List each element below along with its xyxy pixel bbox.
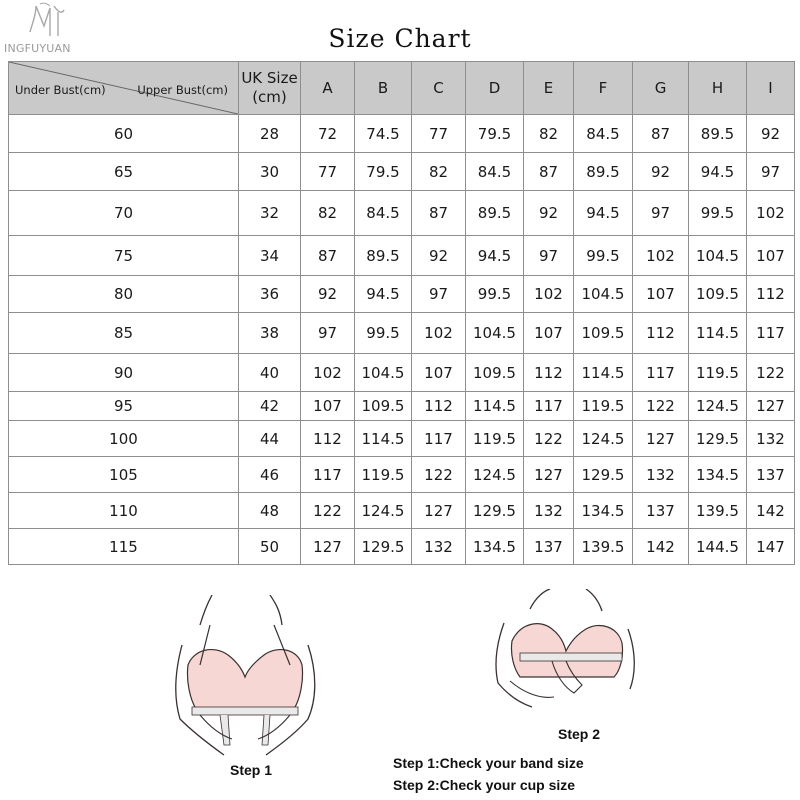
upper-bust-cell: 94.5 xyxy=(574,191,633,236)
upper-bust-cell: 137 xyxy=(633,493,689,529)
under-bust-cell: 75 xyxy=(9,236,239,276)
bra-shape xyxy=(187,650,302,709)
measuring-tape xyxy=(192,707,298,715)
table-row xyxy=(9,493,795,529)
upper-bust-cell: 107 xyxy=(412,354,466,392)
cup-header: F xyxy=(574,62,633,115)
upper-bust-cell: 114.5 xyxy=(689,313,747,354)
upper-bust-cell: 94.5 xyxy=(466,236,524,276)
upper-bust-cell: 109.5 xyxy=(466,354,524,392)
upper-bust-cell: 112 xyxy=(524,354,574,392)
size-chart-table xyxy=(8,61,795,565)
upper-bust-cell: 79.5 xyxy=(355,153,412,191)
upper-bust-cell: 119.5 xyxy=(574,392,633,421)
upper-bust-cell: 119.5 xyxy=(689,354,747,392)
upper-bust-cell: 87 xyxy=(412,191,466,236)
uk-size-cell: 28 xyxy=(239,115,301,153)
corner-header xyxy=(9,62,239,115)
under-bust-cell: 70 xyxy=(9,191,239,236)
upper-bust-cell: 102 xyxy=(747,191,795,236)
uk-size-header-line1: UK Size xyxy=(241,69,298,87)
upper-bust-cell: 129.5 xyxy=(574,457,633,493)
upper-bust-cell: 109.5 xyxy=(574,313,633,354)
uk-size-cell: 50 xyxy=(239,529,301,565)
upper-bust-cell: 124.5 xyxy=(574,421,633,457)
upper-bust-cell: 94.5 xyxy=(689,153,747,191)
under-bust-label: Under Bust(cm) xyxy=(15,83,106,97)
cup-header: C xyxy=(412,62,466,115)
upper-bust-cell: 94.5 xyxy=(355,276,412,313)
upper-bust-cell: 82 xyxy=(524,115,574,153)
upper-bust-cell: 112 xyxy=(633,313,689,354)
cup-header: D xyxy=(466,62,524,115)
upper-bust-cell: 99.5 xyxy=(466,276,524,313)
uk-size-cell: 42 xyxy=(239,392,301,421)
upper-bust-cell: 132 xyxy=(524,493,574,529)
upper-bust-cell: 124.5 xyxy=(466,457,524,493)
upper-bust-cell: 102 xyxy=(301,354,355,392)
upper-bust-cell: 114.5 xyxy=(466,392,524,421)
step1-label: Step 1 xyxy=(230,762,273,778)
upper-bust-cell: 124.5 xyxy=(355,493,412,529)
cup-header: H xyxy=(689,62,747,115)
upper-bust-cell: 104.5 xyxy=(355,354,412,392)
table-row xyxy=(9,153,795,191)
upper-bust-cell: 114.5 xyxy=(574,354,633,392)
upper-bust-cell: 139.5 xyxy=(574,529,633,565)
upper-bust-cell: 107 xyxy=(301,392,355,421)
upper-bust-cell: 92 xyxy=(633,153,689,191)
upper-bust-cell: 97 xyxy=(301,313,355,354)
table-row xyxy=(9,191,795,236)
upper-bust-cell: 87 xyxy=(524,153,574,191)
upper-bust-cell: 132 xyxy=(633,457,689,493)
uk-size-cell: 48 xyxy=(239,493,301,529)
upper-bust-cell: 134.5 xyxy=(466,529,524,565)
upper-bust-cell: 139.5 xyxy=(689,493,747,529)
under-bust-cell: 80 xyxy=(9,276,239,313)
upper-bust-cell: 74.5 xyxy=(355,115,412,153)
table-row xyxy=(9,354,795,392)
brand-name: INGFUYUAN xyxy=(4,42,71,55)
upper-bust-cell: 112 xyxy=(747,276,795,313)
upper-bust-cell: 82 xyxy=(412,153,466,191)
upper-bust-cell: 127 xyxy=(633,421,689,457)
upper-bust-cell: 89.5 xyxy=(355,236,412,276)
upper-bust-cell: 82 xyxy=(301,191,355,236)
table-row xyxy=(9,276,795,313)
upper-bust-cell: 72 xyxy=(301,115,355,153)
uk-size-cell: 40 xyxy=(239,354,301,392)
upper-bust-label: Upper Bust(cm) xyxy=(137,83,228,97)
upper-bust-cell: 137 xyxy=(747,457,795,493)
uk-size-cell: 44 xyxy=(239,421,301,457)
upper-bust-cell: 84.5 xyxy=(355,191,412,236)
under-bust-cell: 105 xyxy=(9,457,239,493)
upper-bust-cell: 107 xyxy=(633,276,689,313)
table-row xyxy=(9,529,795,565)
upper-bust-cell: 134.5 xyxy=(574,493,633,529)
upper-bust-cell: 129.5 xyxy=(355,529,412,565)
under-bust-cell: 65 xyxy=(9,153,239,191)
upper-bust-cell: 114.5 xyxy=(355,421,412,457)
upper-bust-cell: 127 xyxy=(524,457,574,493)
upper-bust-cell: 117 xyxy=(633,354,689,392)
under-bust-cell: 60 xyxy=(9,115,239,153)
upper-bust-cell: 109.5 xyxy=(355,392,412,421)
instruction-step1: Step 1:Check your band size xyxy=(393,755,584,771)
upper-bust-cell: 84.5 xyxy=(574,115,633,153)
uk-size-cell: 30 xyxy=(239,153,301,191)
cup-header: E xyxy=(524,62,574,115)
upper-bust-cell: 97 xyxy=(524,236,574,276)
upper-bust-cell: 147 xyxy=(747,529,795,565)
upper-bust-cell: 77 xyxy=(412,115,466,153)
upper-bust-cell: 119.5 xyxy=(355,457,412,493)
uk-size-cell: 36 xyxy=(239,276,301,313)
upper-bust-cell: 144.5 xyxy=(689,529,747,565)
uk-size-header xyxy=(239,62,301,115)
upper-bust-cell: 87 xyxy=(633,115,689,153)
measuring-tape xyxy=(520,653,622,661)
header-row xyxy=(9,62,795,115)
upper-bust-cell: 142 xyxy=(633,529,689,565)
upper-bust-cell: 77 xyxy=(301,153,355,191)
step1-illustration xyxy=(170,595,320,760)
upper-bust-cell: 119.5 xyxy=(466,421,524,457)
under-bust-cell: 100 xyxy=(9,421,239,457)
upper-bust-cell: 117 xyxy=(747,313,795,354)
upper-bust-cell: 89.5 xyxy=(689,115,747,153)
upper-bust-cell: 107 xyxy=(747,236,795,276)
upper-bust-cell: 132 xyxy=(412,529,466,565)
upper-bust-cell: 132 xyxy=(747,421,795,457)
upper-bust-cell: 92 xyxy=(747,115,795,153)
table-row xyxy=(9,313,795,354)
upper-bust-cell: 117 xyxy=(301,457,355,493)
upper-bust-cell: 117 xyxy=(524,392,574,421)
upper-bust-cell: 99.5 xyxy=(689,191,747,236)
upper-bust-cell: 79.5 xyxy=(466,115,524,153)
upper-bust-cell: 92 xyxy=(524,191,574,236)
upper-bust-cell: 112 xyxy=(412,392,466,421)
upper-bust-cell: 127 xyxy=(747,392,795,421)
upper-bust-cell: 104.5 xyxy=(689,236,747,276)
upper-bust-cell: 129.5 xyxy=(689,421,747,457)
upper-bust-cell: 109.5 xyxy=(689,276,747,313)
upper-bust-cell: 89.5 xyxy=(466,191,524,236)
size-chart-body xyxy=(9,115,795,565)
uk-size-cell: 46 xyxy=(239,457,301,493)
upper-bust-cell: 142 xyxy=(747,493,795,529)
cup-header: I xyxy=(747,62,795,115)
upper-bust-cell: 97 xyxy=(633,191,689,236)
table-row xyxy=(9,457,795,493)
table-row xyxy=(9,115,795,153)
upper-bust-cell: 97 xyxy=(412,276,466,313)
uk-size-cell: 32 xyxy=(239,191,301,236)
upper-bust-cell: 92 xyxy=(412,236,466,276)
upper-bust-cell: 102 xyxy=(633,236,689,276)
upper-bust-cell: 104.5 xyxy=(466,313,524,354)
upper-bust-cell: 117 xyxy=(412,421,466,457)
cup-header: G xyxy=(633,62,689,115)
upper-bust-cell: 134.5 xyxy=(689,457,747,493)
upper-bust-cell: 104.5 xyxy=(574,276,633,313)
upper-bust-cell: 137 xyxy=(524,529,574,565)
table-row xyxy=(9,236,795,276)
table-row xyxy=(9,421,795,457)
upper-bust-cell: 92 xyxy=(301,276,355,313)
cup-header: A xyxy=(301,62,355,115)
upper-bust-cell: 99.5 xyxy=(574,236,633,276)
bra-shape xyxy=(511,624,622,677)
upper-bust-cell: 102 xyxy=(524,276,574,313)
instruction-step2: Step 2:Check your cup size xyxy=(393,777,576,793)
under-bust-cell: 85 xyxy=(9,313,239,354)
step2-illustration xyxy=(490,589,640,724)
upper-bust-cell: 122 xyxy=(633,392,689,421)
upper-bust-cell: 122 xyxy=(412,457,466,493)
upper-bust-cell: 127 xyxy=(301,529,355,565)
upper-bust-cell: 87 xyxy=(301,236,355,276)
upper-bust-cell: 89.5 xyxy=(574,153,633,191)
page-title: Size Chart xyxy=(328,24,472,53)
upper-bust-cell: 122 xyxy=(747,354,795,392)
upper-bust-cell: 122 xyxy=(301,493,355,529)
upper-bust-cell: 124.5 xyxy=(689,392,747,421)
uk-size-header-line2: (cm) xyxy=(252,88,287,106)
upper-bust-cell: 122 xyxy=(524,421,574,457)
upper-bust-cell: 99.5 xyxy=(355,313,412,354)
cup-header: B xyxy=(355,62,412,115)
upper-bust-cell: 127 xyxy=(412,493,466,529)
measurement-illustrations xyxy=(0,575,800,800)
upper-bust-cell: 102 xyxy=(412,313,466,354)
upper-bust-cell: 112 xyxy=(301,421,355,457)
under-bust-cell: 95 xyxy=(9,392,239,421)
table-row xyxy=(9,392,795,421)
under-bust-cell: 90 xyxy=(9,354,239,392)
step2-label: Step 2 xyxy=(558,726,601,742)
under-bust-cell: 115 xyxy=(9,529,239,565)
upper-bust-cell: 84.5 xyxy=(466,153,524,191)
uk-size-cell: 38 xyxy=(239,313,301,354)
upper-bust-cell: 97 xyxy=(747,153,795,191)
uk-size-cell: 34 xyxy=(239,236,301,276)
under-bust-cell: 110 xyxy=(9,493,239,529)
upper-bust-cell: 129.5 xyxy=(466,493,524,529)
upper-bust-cell: 107 xyxy=(524,313,574,354)
